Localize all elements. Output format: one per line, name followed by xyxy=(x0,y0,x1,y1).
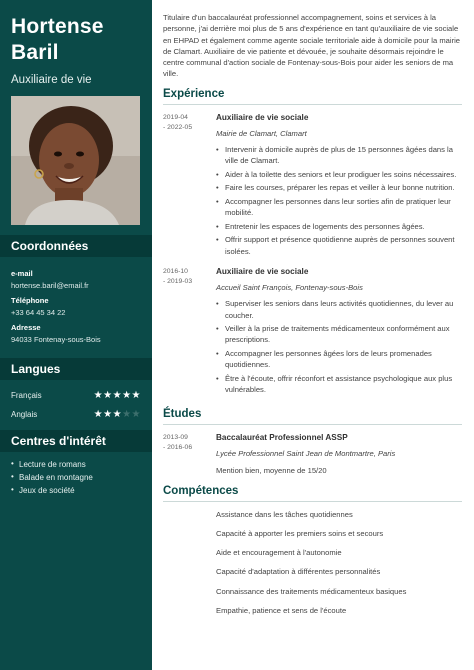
skill-item: Assistance dans les tâches quotidiennes xyxy=(216,510,462,529)
star-empty-icon: ★ xyxy=(131,409,141,420)
task-item: • Veiller à la prise de traitements médicamenteux conformément aux prescriptions. xyxy=(216,323,462,346)
star-empty-icon: ★ xyxy=(122,409,132,420)
contact-email-label: e-mail xyxy=(11,269,33,278)
date-end: - 2019-03 xyxy=(163,278,193,286)
date-start: 2019-04 xyxy=(163,113,188,121)
experience-heading: Expérience xyxy=(163,82,462,105)
contact-heading: Coordonnées xyxy=(0,235,152,257)
star-filled-icon: ★ xyxy=(112,409,123,420)
entry-title: Auxiliaire de vie sociale xyxy=(216,112,309,122)
contact-section xyxy=(0,257,152,344)
entry-body xyxy=(216,267,462,398)
education-entry xyxy=(163,433,462,475)
task-item: • Faire les courses, préparer les repas et veiller à leur bonne nutrition. xyxy=(216,182,462,193)
sidebar xyxy=(0,0,152,670)
star-filled-icon: ★ xyxy=(112,390,123,401)
entry-employer: Accueil Saint François, Fontenay-sous-Bois xyxy=(216,283,363,293)
interests-heading: Centres d'intérêt xyxy=(0,430,152,452)
date-start: 2013-09 xyxy=(163,433,188,441)
contact-email-value: hortense.baril@email.fr xyxy=(11,281,89,290)
interests-list xyxy=(0,460,152,499)
date-end: - 2016-06 xyxy=(163,443,193,451)
entry-task-list xyxy=(216,144,462,257)
contact-address-value: 94033 Fontenay-sous-Bois xyxy=(11,335,101,344)
entry-body xyxy=(216,433,462,475)
entry-employer: Mairie de Clamart, Clamart xyxy=(216,128,307,138)
skills-heading: Compétences xyxy=(163,479,462,502)
interest-item: • Lecture de romans xyxy=(11,460,152,473)
contact-phone-value: +33 64 45 34 22 xyxy=(11,308,66,317)
task-item: • Offrir support et présence quotidienne auprès de personnes souvent isolées. xyxy=(216,234,462,257)
languages-section xyxy=(0,386,152,424)
entry-school: Lycée Professionnel Saint Jean de Montmartre, Paris xyxy=(216,448,396,458)
last-name: Baril xyxy=(11,41,59,64)
interest-item: • Jeux de société xyxy=(11,486,152,499)
entry-body xyxy=(216,113,462,259)
language-name: Anglais xyxy=(11,410,38,419)
skill-item: Capacité d'adaptation à différentes personnalités xyxy=(216,567,462,586)
language-rating-stars xyxy=(94,390,141,401)
date-end: - 2022-05 xyxy=(163,123,193,131)
contact-address-label: Adresse xyxy=(11,323,41,332)
task-item: • Entretenir les espaces de logements des personnes âgées. xyxy=(216,221,462,232)
profile-summary: Titulaire d'un baccalauréat professionnel accompagnement, soins et services à la personne, j'ai derrière moi plus de 5 ans d'expérience en tant qu'auxiliaire de vie sociale en EHPAD et également comme agente sociale territoriale aide à domicile pour la mairie de Clamart. Auxiliaire de vie patiente et dévouée, je souhaite désormais rejoindre le centre communal d'action sociale de Fontenay-sous-Bois pour aider les seniors de ma ville. xyxy=(163,13,461,79)
star-filled-icon: ★ xyxy=(131,390,141,401)
language-row xyxy=(0,386,152,405)
task-item: • Superviser les seniors dans leurs activités quotidiennes, du lever au coucher. xyxy=(216,298,462,321)
language-rating-stars xyxy=(94,409,141,420)
experience-entry xyxy=(163,267,462,398)
star-filled-icon: ★ xyxy=(122,390,132,401)
skills-list xyxy=(216,510,462,625)
star-filled-icon: ★ xyxy=(93,390,104,401)
education-heading: Études xyxy=(163,402,462,425)
portrait-photo xyxy=(11,96,140,225)
skill-item: Empathie, patience et sens de l'écoute xyxy=(216,606,462,625)
entry-dates xyxy=(163,433,216,475)
entry-title: Auxiliaire de vie sociale xyxy=(216,267,309,277)
portrait-image xyxy=(11,96,140,225)
entry-title: Baccalauréat Professionnel ASSP xyxy=(216,432,348,442)
full-name xyxy=(0,0,152,66)
skill-item: Capacité à apporter les premiers soins et secours xyxy=(216,529,462,548)
star-filled-icon: ★ xyxy=(93,409,104,420)
task-item: • Accompagner les personnes dans leur sorties afin de pratiquer leur mobilité. xyxy=(216,196,462,219)
entry-task-list xyxy=(216,298,462,395)
language-row xyxy=(0,405,152,424)
task-item: • Accompagner les personnes âgées lors de leurs promenades quotidiennes. xyxy=(216,348,462,371)
task-item: • Aider à la toilette des seniors et leur prodiguer les soins nécessaires. xyxy=(216,169,462,180)
task-item: • Être à l'écoute, offrir réconfort et assistance psychologique aux plus vulnérables. xyxy=(216,373,462,396)
date-start: 2016-10 xyxy=(163,268,188,276)
languages-heading: Langues xyxy=(0,358,152,380)
star-filled-icon: ★ xyxy=(103,390,113,401)
entry-note: Mention bien, moyenne de 15/20 xyxy=(216,465,327,475)
job-title: Auxiliaire de vie xyxy=(11,74,92,86)
skill-item: Connaissance des traitements médicamenteux basiques xyxy=(216,587,462,606)
language-name: Français xyxy=(11,391,42,400)
main-content xyxy=(152,0,474,670)
first-name: Hortense xyxy=(11,15,104,38)
entry-dates xyxy=(163,267,216,398)
contact-phone-label: Téléphone xyxy=(11,296,49,305)
task-item: • Intervenir à domicile auprès de plus de 15 personnes âgées dans la ville de Clamart. xyxy=(216,144,462,167)
interest-item: • Balade en montagne xyxy=(11,473,152,486)
experience-entry xyxy=(163,113,462,259)
star-filled-icon: ★ xyxy=(103,409,113,420)
entry-dates xyxy=(163,113,216,259)
skill-item: Aide et encouragement à l'autonomie xyxy=(216,548,462,567)
